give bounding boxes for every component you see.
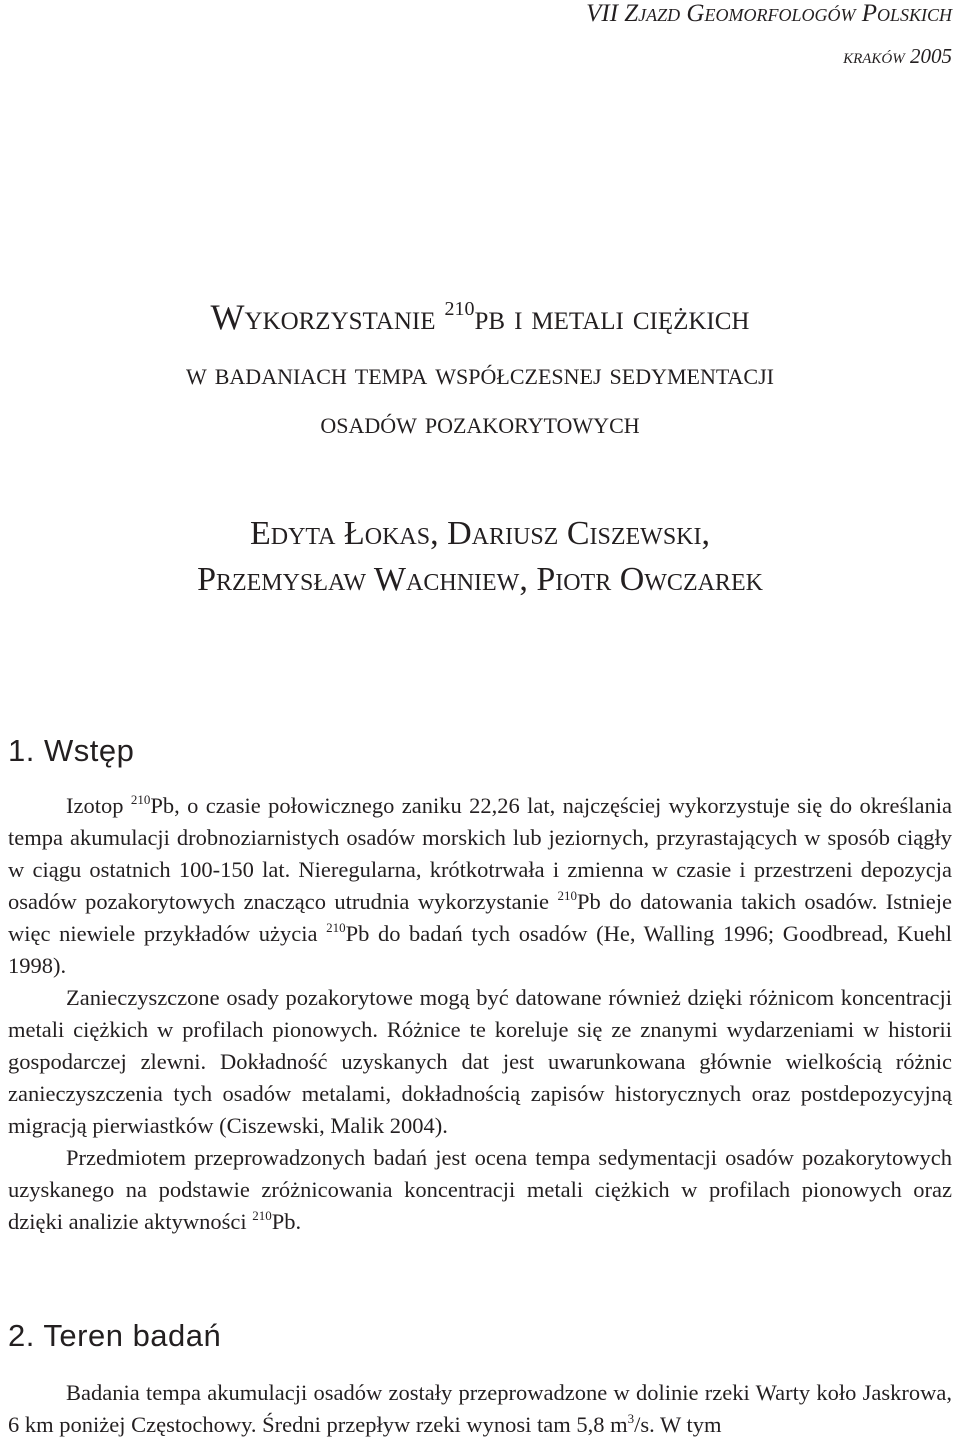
title-text-a: Wykorzystanie — [210, 297, 436, 337]
section-heading-introduction: 1. Wstęp — [8, 733, 135, 768]
text-run: Pb do datowania takich osadów. Istnieje więc niewiele przykładów użycia — [8, 889, 952, 946]
superscript: 3 — [627, 1411, 635, 1426]
text-run: Pb, o czasie połowicznego zaniku 22,26 lat, najczęściej wykorzystuje się do określania tempa akumulacji drobnoziarnistych osadów morskich lub jeziornych, przyrastających w sposób ciągły w ciągu ostatnich 100-150 lat. Nieregularna, krótkotrwała i zmienna w czasie i przestrzeni depozycja osadów pozakorytowych znacząco utrudnia wykorzystanie — [8, 793, 953, 914]
paragraph — [8, 1142, 952, 1238]
section-body-study-area — [8, 1377, 952, 1441]
paragraph — [8, 1377, 952, 1441]
superscript: 210 — [252, 1208, 272, 1223]
running-head-place-year: kraków 2005 — [843, 44, 952, 68]
section-body-introduction — [8, 790, 952, 1238]
section-heading-study-area: 2. Teren badań — [8, 1318, 222, 1353]
text-run: Przedmiotem przeprowadzonych badań jest ocena tempa sedymentacji osadów pozakorytowych uzyskanego na podstawie zróżnicowania koncentracji metali ciężkich w profilach pionowych oraz dzięki analizie aktywności — [8, 1145, 952, 1234]
text-run: Pb do badań tych osadów (He, Walling 1996; Goodbread, Kuehl 1998). — [8, 921, 952, 978]
superscript: 210 — [326, 920, 346, 935]
article-title-line-1 — [0, 296, 960, 338]
title-text-b: pb i metali ciężkich — [474, 297, 750, 337]
authors-line-1: Edyta Łokas, Dariusz Ciszewski, — [249, 515, 710, 552]
superscript: 210 — [130, 792, 151, 807]
text-run: Izotop — [66, 793, 131, 818]
superscript: 210 — [557, 888, 577, 903]
running-head-conference: VII Zjazd Geomorfologów Polskich — [586, 0, 952, 27]
authors-line-2: Przemysław Wachniew, Piotr Owczarek — [197, 561, 763, 598]
article-title-line-2: w badaniach tempa współczesnej sedymentacji — [185, 355, 774, 391]
paragraph: Zanieczyszczone osady pozakorytowe mogą być datowane również dzięki różnicom koncentracji metali ciężkich w profilach pionowych. Różnice te koreluje się ze znanymi wydarzeniami w historii gospodarczej zlewni. Dokładność uzyskanych dat jest uwarunkowana głównie wielkością różnic zanieczyszczenia tych osadów metalami, dokładnością zapisów historycznych oraz postdepozycyjną migracją pierwiastków (Ciszewski, Malik 2004). — [8, 985, 952, 1138]
paragraph — [8, 790, 952, 982]
text-run: Pb. — [271, 1209, 302, 1234]
article-title-line-3: osadów pozakorytowych — [320, 404, 640, 440]
title-superscript: 210 — [444, 298, 475, 320]
text-run: Badania tempa akumulacji osadów zostały przeprowadzone w dolinie rzeki Warty koło Jaskrowa, 6 km poniżej Częstochowy. Średni przepływ rzeki wynosi tam 5,8 m — [8, 1380, 952, 1437]
text-run: /s. W tym — [634, 1412, 722, 1437]
